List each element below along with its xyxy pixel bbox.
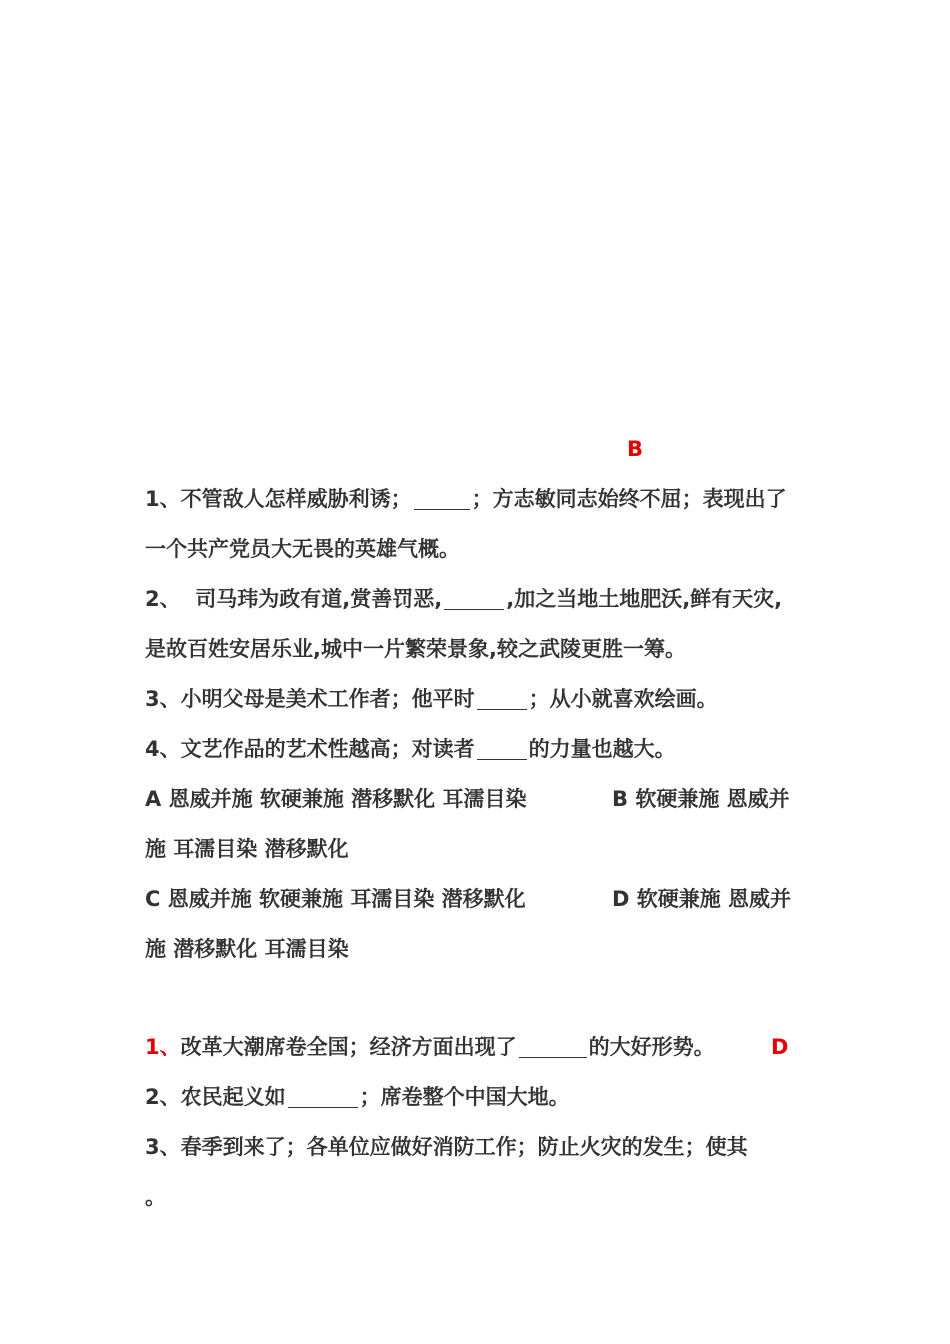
question-line [145,1132,748,1162]
question-text: 司马玮为政有道,赏善罚恶, [195,587,443,611]
option-d: D 软硬兼施 恩威并 [612,887,792,911]
question-text: 文艺作品的艺术性越高；对读者 [180,737,475,761]
question-number: 2、 [145,587,181,611]
question-number: 2、 [145,1085,181,1109]
question-number: 3、 [145,687,181,711]
question-text: ；方志敏同志始终不屈；表现出了 [471,487,787,511]
option-b: B 软硬兼施 恩威并 [612,787,790,811]
question-line [145,484,787,514]
question-text: 春季到来了；各单位应做好消防工作；防止火灾的发生；使其 [180,1135,748,1159]
question-text: ；从小就喜欢绘画。 [528,687,718,711]
question-number: 4、 [145,737,181,761]
question-text: 改革大潮席卷全国；经济方面出现了 [180,1035,517,1059]
fill-blank [288,1087,358,1108]
question-text: 小明父母是美术工作者；他平时 [180,687,475,711]
fill-blank [444,589,504,610]
question-text: 的大好形势。 [588,1035,715,1059]
question-text: 不管敌人怎样威胁利诱； [180,487,412,511]
question-line [145,584,782,614]
question-text: 的力量也越大。 [528,737,676,761]
option-c: C 恩威并施 软硬兼施 耳濡目染 潜移默化 [145,887,526,911]
fill-blank [414,489,470,510]
question-line: 。 [145,1185,166,1209]
fill-blank [477,689,527,710]
question-line [145,1082,570,1112]
question-line [145,1032,715,1062]
fill-blank [519,1037,587,1058]
question-line: 是故百姓安居乐业,城中一片繁荣景象,较之武陵更胜一筹。 [145,637,686,661]
question-text: ,加之当地土地肥沃,鲜有天灾, [506,587,783,611]
question-line [145,734,676,764]
question-text: ；席卷整个中国大地。 [359,1085,570,1109]
question-line: 一个共产党员大无畏的英雄气概。 [145,537,460,561]
option-a: A 恩威并施 软硬兼施 潜移默化 耳濡目染 [145,787,527,811]
question-number: 1、 [145,1035,181,1059]
question-number: 1、 [145,487,181,511]
question-text: 农民起义如 [180,1085,286,1109]
question-number: 3、 [145,1135,181,1159]
answer-label: B [627,437,644,461]
question-line [145,684,718,714]
option-d-continued: 施 潜移默化 耳濡目染 [145,937,349,961]
option-b-continued: 施 耳濡目染 潜移默化 [145,837,349,861]
answer-label: D [771,1035,789,1059]
fill-blank [477,739,527,760]
